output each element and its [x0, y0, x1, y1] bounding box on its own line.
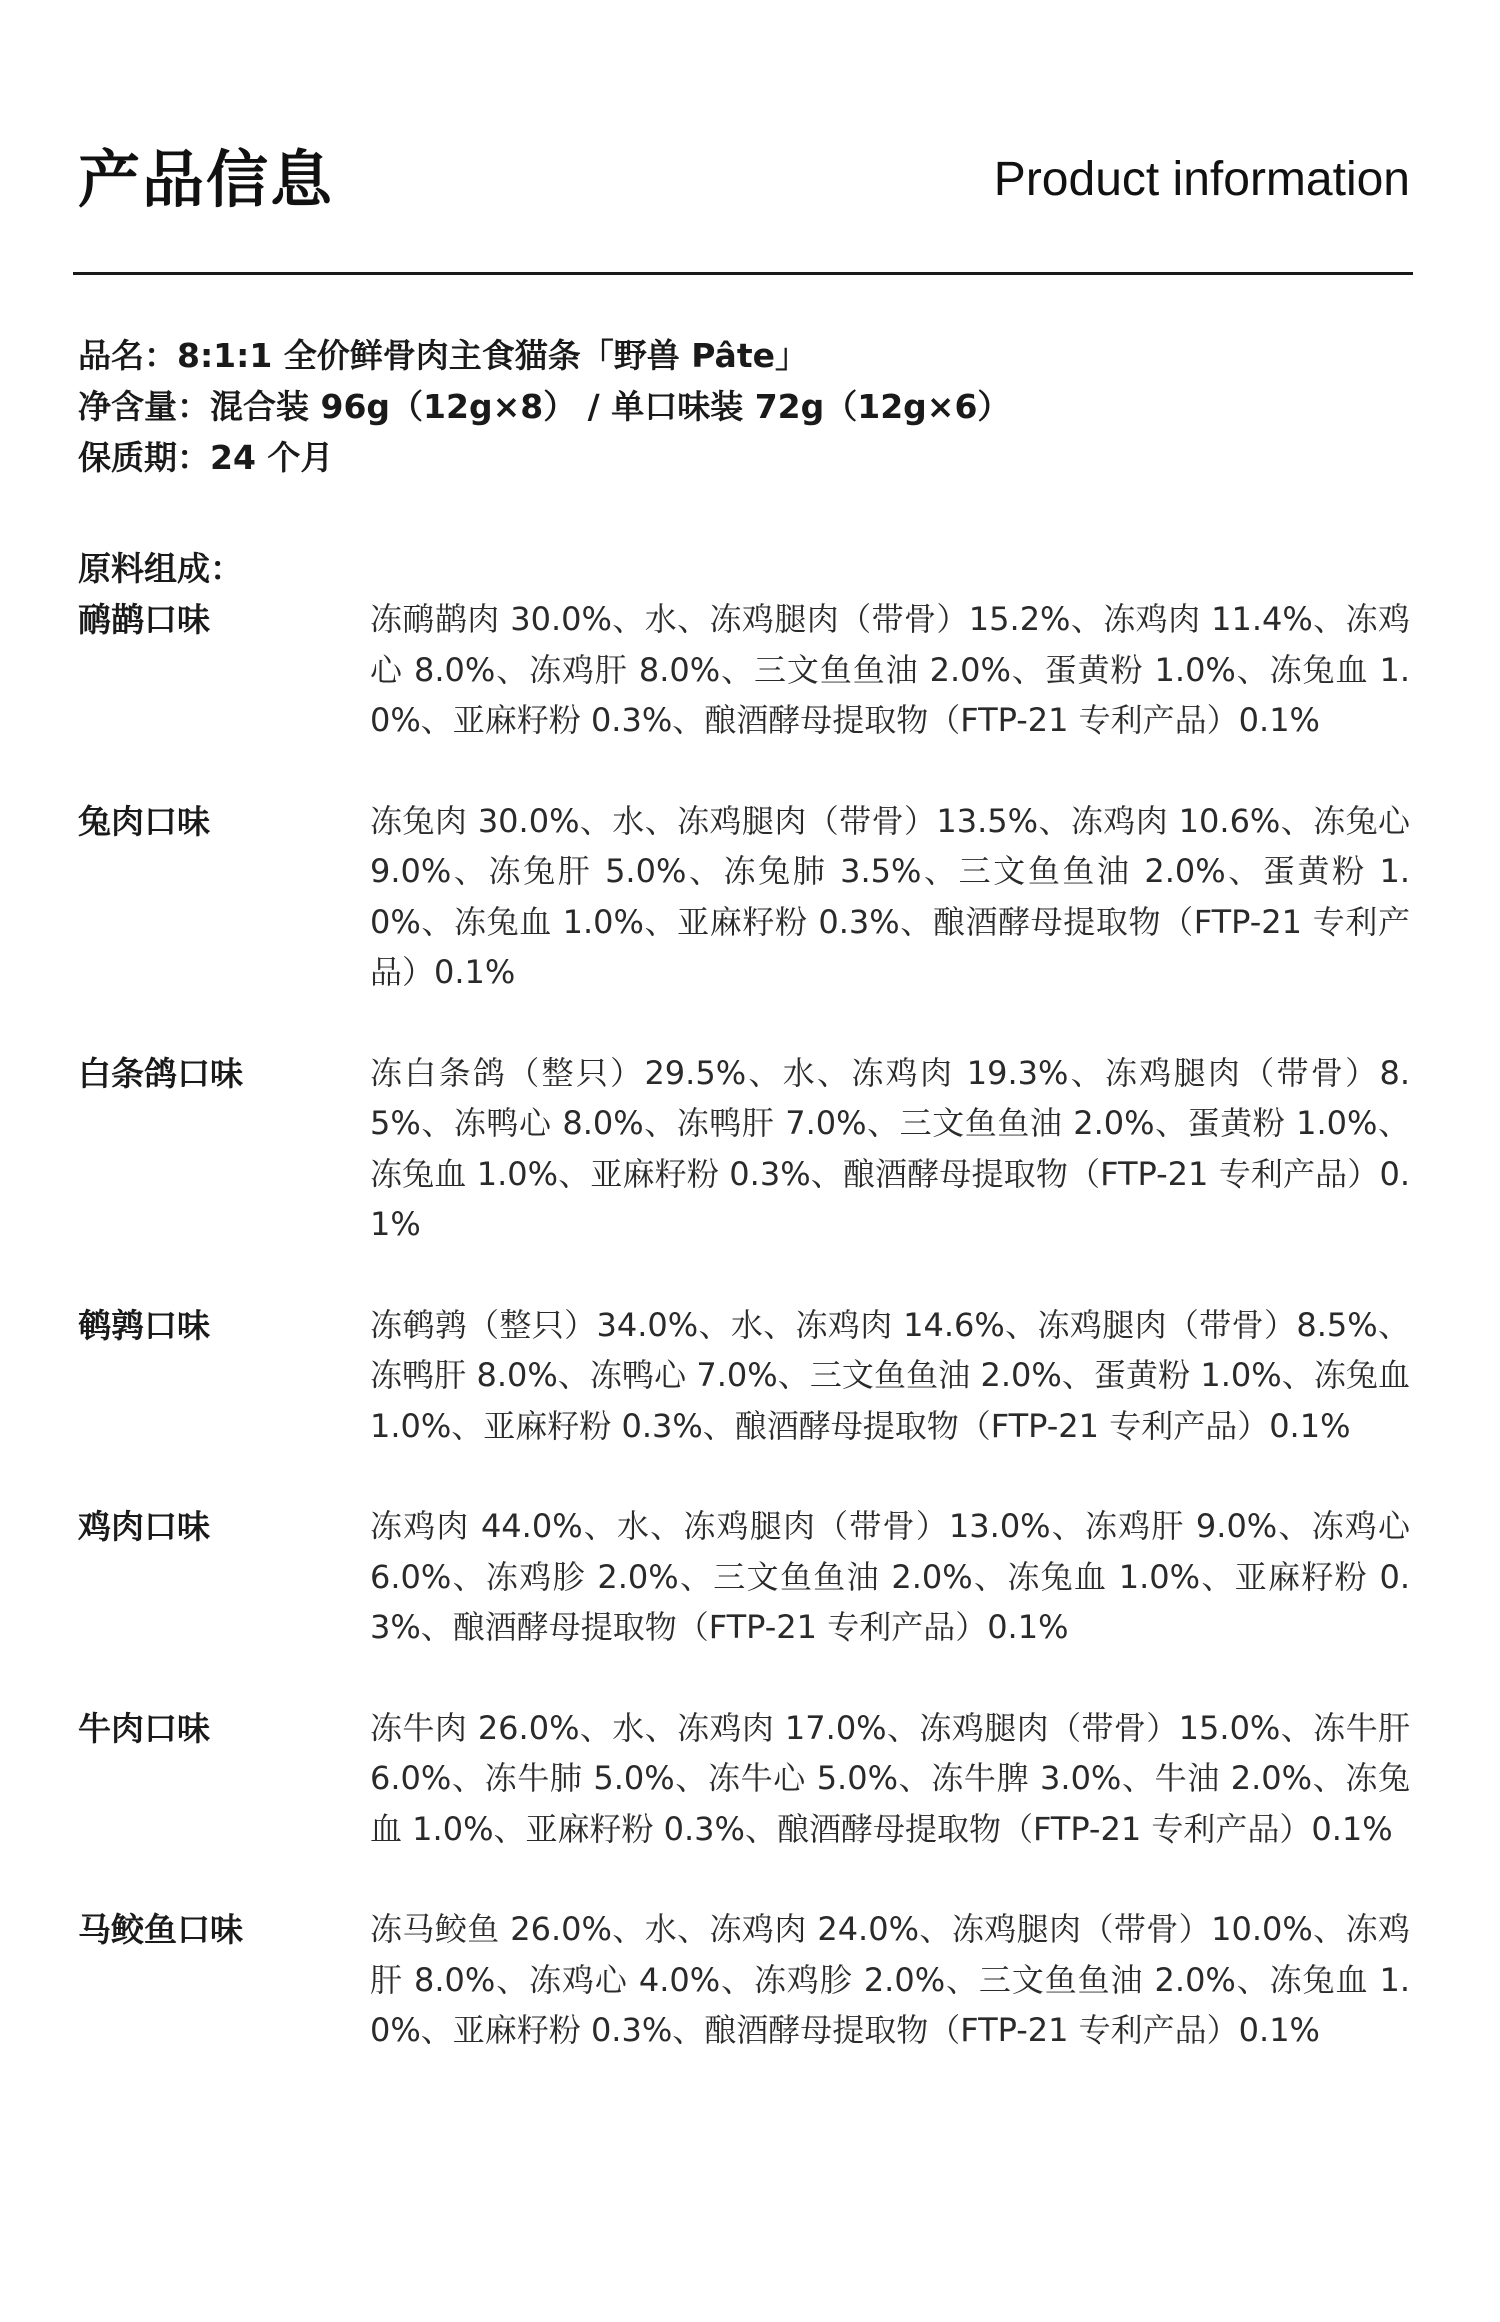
flavor-row-beef	[78, 1703, 1418, 1855]
flavor-ingredients: 冻兔肉 30.0%、水、冻鸡腿肉（带骨）13.5%、冻鸡肉 10.6%、冻兔心 9.0%、冻兔肝 5.0%、冻兔肺 3.5%、三文鱼鱼油 2.0%、蛋黄粉 1.0%、冻兔血 1.0%、亚麻籽粉 0.3%、酿酒酵母提取物（FTP-21 专利产品）0.1%	[370, 801, 1410, 991]
flavor-ingredients: 冻鸡肉 44.0%、水、冻鸡腿肉（带骨）13.0%、冻鸡肝 9.0%、冻鸡心 6.0%、冻鸡胗 2.0%、三文鱼鱼油 2.0%、冻兔血 1.0%、亚麻籽粉 0.3%、酿酒酵母提取物（FTP-21 专利产品）0.1%	[370, 1507, 1410, 1646]
flavor-row-mackerel	[78, 1904, 1418, 2056]
product-meta	[78, 330, 1418, 483]
header-divider	[73, 272, 1413, 275]
flavor-name: 鸸鹋口味	[78, 600, 210, 639]
page-title: 产品信息	[78, 143, 335, 216]
flavor-name: 牛肉口味	[78, 1708, 210, 1748]
shelf-life: 保质期：24 个月	[78, 438, 334, 477]
product-name: 品名：8:1:1 全价鲜骨肉主食猫条「野兽 Pâte」	[78, 336, 808, 375]
flavor-name: 白条鸽口味	[78, 1053, 243, 1093]
ingredients-label: 原料组成：	[78, 549, 243, 588]
flavor-row-quail	[78, 1300, 1418, 1452]
flavor-ingredients: 冻牛肉 26.0%、水、冻鸡肉 17.0%、冻鸡腿肉（带骨）15.0%、冻牛肝 6.0%、冻牛肺 5.0%、冻牛心 5.0%、冻牛脾 3.0%、牛油 2.0%、冻兔血 1.0%、亚麻籽粉 0.3%、酿酒酵母提取物（FTP-21 专利产品）0.1%	[370, 1708, 1410, 1848]
flavor-row-emu	[78, 594, 1418, 746]
flavor-name: 鸡肉口味	[78, 1507, 210, 1546]
flavor-ingredients: 冻鹌鹑（整只）34.0%、水、冻鸡肉 14.6%、冻鸡腿肉（带骨）8.5%、冻鸭肝 8.0%、冻鸭心 7.0%、三文鱼鱼油 2.0%、蛋黄粉 1.0%、冻兔血 1.0%、亚麻籽粉 0.3%、酿酒酵母提取物（FTP-21 专利产品）0.1%	[370, 1305, 1410, 1445]
flavor-row-pigeon	[78, 1048, 1418, 1250]
flavor-row-chicken	[78, 1501, 1418, 1653]
net-content: 净含量：混合装 96g（12g×8） / 单口味装 72g（12g×6）	[78, 387, 1011, 426]
page-title-english: Product information	[993, 153, 1410, 206]
flavor-name: 鹌鹑口味	[78, 1305, 210, 1345]
flavor-ingredients: 冻鸸鹋肉 30.0%、水、冻鸡腿肉（带骨）15.2%、冻鸡肉 11.4%、冻鸡心 8.0%、冻鸡肝 8.0%、三文鱼鱼油 2.0%、蛋黄粉 1.0%、冻兔血 1.0%、亚麻籽粉 0.3%、酿酒酵母提取物（FTP-21 专利产品）0.1%	[370, 600, 1410, 739]
flavor-name: 兔肉口味	[78, 801, 210, 841]
flavor-ingredients: 冻白条鸽（整只）29.5%、水、冻鸡肉 19.3%、冻鸡腿肉（带骨）8.5%、冻鸭心 8.0%、冻鸭肝 7.0%、三文鱼鱼油 2.0%、蛋黄粉 1.0%、冻兔血 1.0%、亚麻籽粉 0.3%、酿酒酵母提取物（FTP-21 专利产品）0.1%	[370, 1053, 1410, 1243]
flavor-row-rabbit	[78, 796, 1418, 998]
header	[78, 140, 1410, 220]
flavor-name: 马鲛鱼口味	[78, 1910, 243, 1949]
ingredients-list	[78, 594, 1418, 2056]
flavor-ingredients: 冻马鲛鱼 26.0%、水、冻鸡肉 24.0%、冻鸡腿肉（带骨）10.0%、冻鸡肝 8.0%、冻鸡心 4.0%、冻鸡胗 2.0%、三文鱼鱼油 2.0%、冻兔血 1.0%、亚麻籽粉 0.3%、酿酒酵母提取物（FTP-21 专利产品）0.1%	[370, 1910, 1410, 2049]
